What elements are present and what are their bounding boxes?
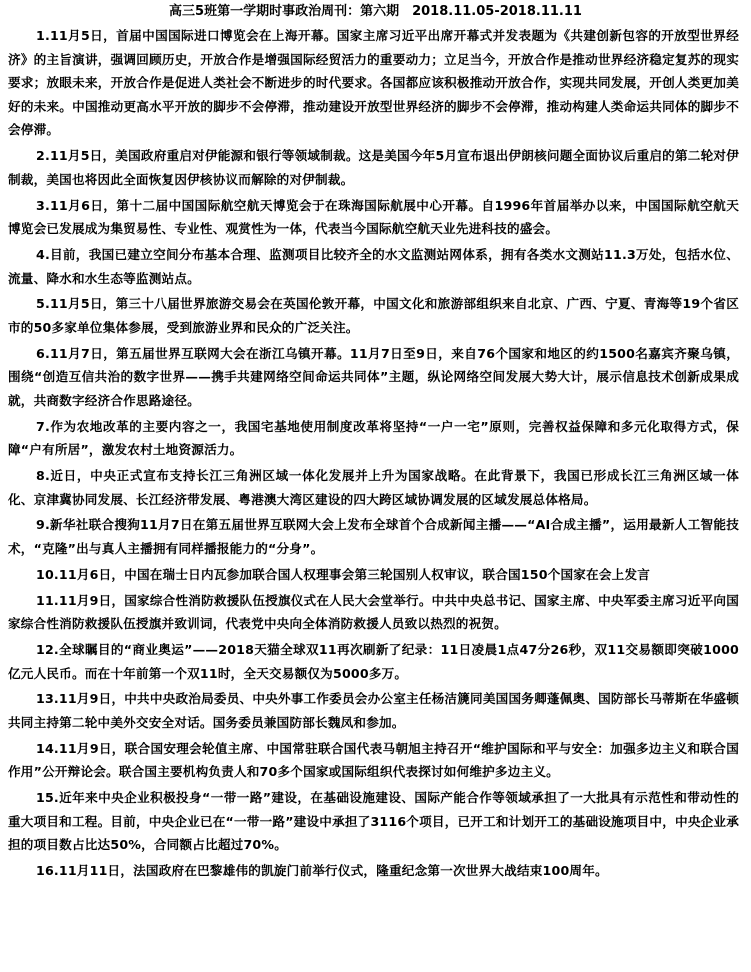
news-item-14: 14.11月9日，联合国安理会轮值主席、中国常驻联合国代表马朝旭主持召开“维护国际和平与安全：加强多边主义和联合国作用”公开辩论会。联合国主要机构负责人和70多个国家或国际组织代表探讨如何维护多边主义。 [8,740,739,780]
news-item-7: 7.作为农地改革的主要内容之一，我国宅基地使用制度改革将坚持“一户一宅”原则，完善权益保障和多元化取得方式，保障“户有所居”，激发农村土地资源活力。 [8,418,739,458]
news-item-1: 1.11月5日，首届中国国际进口博览会在上海开幕。国家主席习近平出席开幕式并发表题为《共建创新包容的开放型世界经济》的主旨演讲，强调回顾历史，开放合作是增强国际经贸活力的重要动力；立足当今，开放合作是推动世界经济稳定复苏的现实要求；放眼未来，开放合作是促进人类社会不断进步的时代要求。各国都应该积极推动开放合作，实现共同发展，开创人类更加美好的未来。中国推动更高水平开放的脚步不会停滞，推动建设开放型世界经济的脚步不会停滞，推动构建人类命运共同体的脚步不会停滞。 [8,28,739,138]
news-item-12: 12.全球瞩目的“商业奥运”——2018天猫全球双11再次刷新了纪录：11日凌晨1点47分26秒，双11交易额即突破1000亿元人民币。而在十年前第一个双11时，全天交易额仅为5000多万。 [8,641,739,681]
news-item-10: 10.11月6日，中国在瑞士日内瓦参加联合国人权理事会第三轮国别人权审议，联合国150个国家在会上发言 [36,566,651,582]
news-item-5: 5.11月5日，第三十八届世界旅游交易会在英国伦敦开幕，中国文化和旅游部组织来自北京、广西、宁夏、青海等19个省区市的50多家单位集体参展，受到旅游业界和民众的广泛关注。 [8,296,739,335]
news-item-8: 8.近日，中央正式宣布支持长江三角洲区域一体化发展并上升为国家战略。在此背景下，我国已形成长江三角洲区域一体化、京津冀协同发展、长江经济带发展、粤港澳大湾区建设的四大跨区域协调发展的区域发展总体格局。 [8,468,739,507]
page-title: 高三5班第一学期时事政治周刊：第六期 2018.11.05-2018.11.11 [169,4,582,19]
news-item-16: 16.11月11日，法国政府在巴黎雄伟的凯旋门前举行仪式，隆重纪念第一次世界大战结束100周年。 [36,863,608,878]
news-item-9: 9.新华社联合搜狗11月7日在第五届世界互联网大会上发布全球首个合成新闻主播——“AI合成主播”，运用最新人工智能技术，“克隆”出与真人主播拥有同样播报能力的“分身”。 [8,517,739,556]
news-item-4: 4.目前，我国已建立空间分布基本合理、监测项目比较齐全的水文监测站网体系，拥有各类水文测站11.3万处，包括水位、流量、降水和水生态等监测站点。 [8,246,739,286]
news-item-15: 15.近年来中央企业积极投身“一带一路”建设，在基础设施建设、国际产能合作等领域承担了一大批具有示范性和带动性的重大项目和工程。目前，中央企业已在“一带一路”建设中承担了3116个项目，已开工和计划开工的基础设施项目中，中央企业承担的项目数占比达50%，合同额占比超过70%。 [8,790,739,853]
news-item-3: 3.11月6日，第十二届中国国际航空航天博览会于在珠海国际航展中心开幕。自1996年首届举办以来，中国国际航空航天博览会已发展成为集贸易性、专业性、观赏性为一体，代表当今国际航空航天业先进科技的盛会。 [8,197,739,237]
news-item-11: 11.11月9日，国家综合性消防救援队伍授旗仪式在人民大会堂举行。中共中央总书记、国家主席、中央军委主席习近平向国家综合性消防救援队伍授旗并致训词，代表党中央向全体消防救援人员致以热烈的祝贺。 [8,592,739,632]
news-item-13: 13.11月9日，中共中央政治局委员、中央外事工作委员会办公室主任杨洁篪同美国国务卿蓬佩奥、国防部长马蒂斯在华盛顿共同主持第二轮中美外交安全对话。国务委员兼国防部长魏凤和参加。 [8,691,739,730]
news-item-2: 2.11月5日，美国政府重启对伊能源和银行等领域制裁。这是美国今年5月宣布退出伊朗核问题全面协议后重启的第二轮对伊制裁，美国也将因此全面恢复因伊核协议而解除的对伊制裁。 [8,148,739,187]
news-item-6: 6.11月7日，第五届世界互联网大会在浙江乌镇开幕。11月7日至9日，来自76个国家和地区的约1500名嘉宾齐聚乌镇，围绕“创造互信共治的数字世界——携手共建网络空间命运共同体”主题，纵论网络空间发展大势大计，展示信息技术创新成果成就，共商数字经济合作思路途径。 [8,345,739,408]
